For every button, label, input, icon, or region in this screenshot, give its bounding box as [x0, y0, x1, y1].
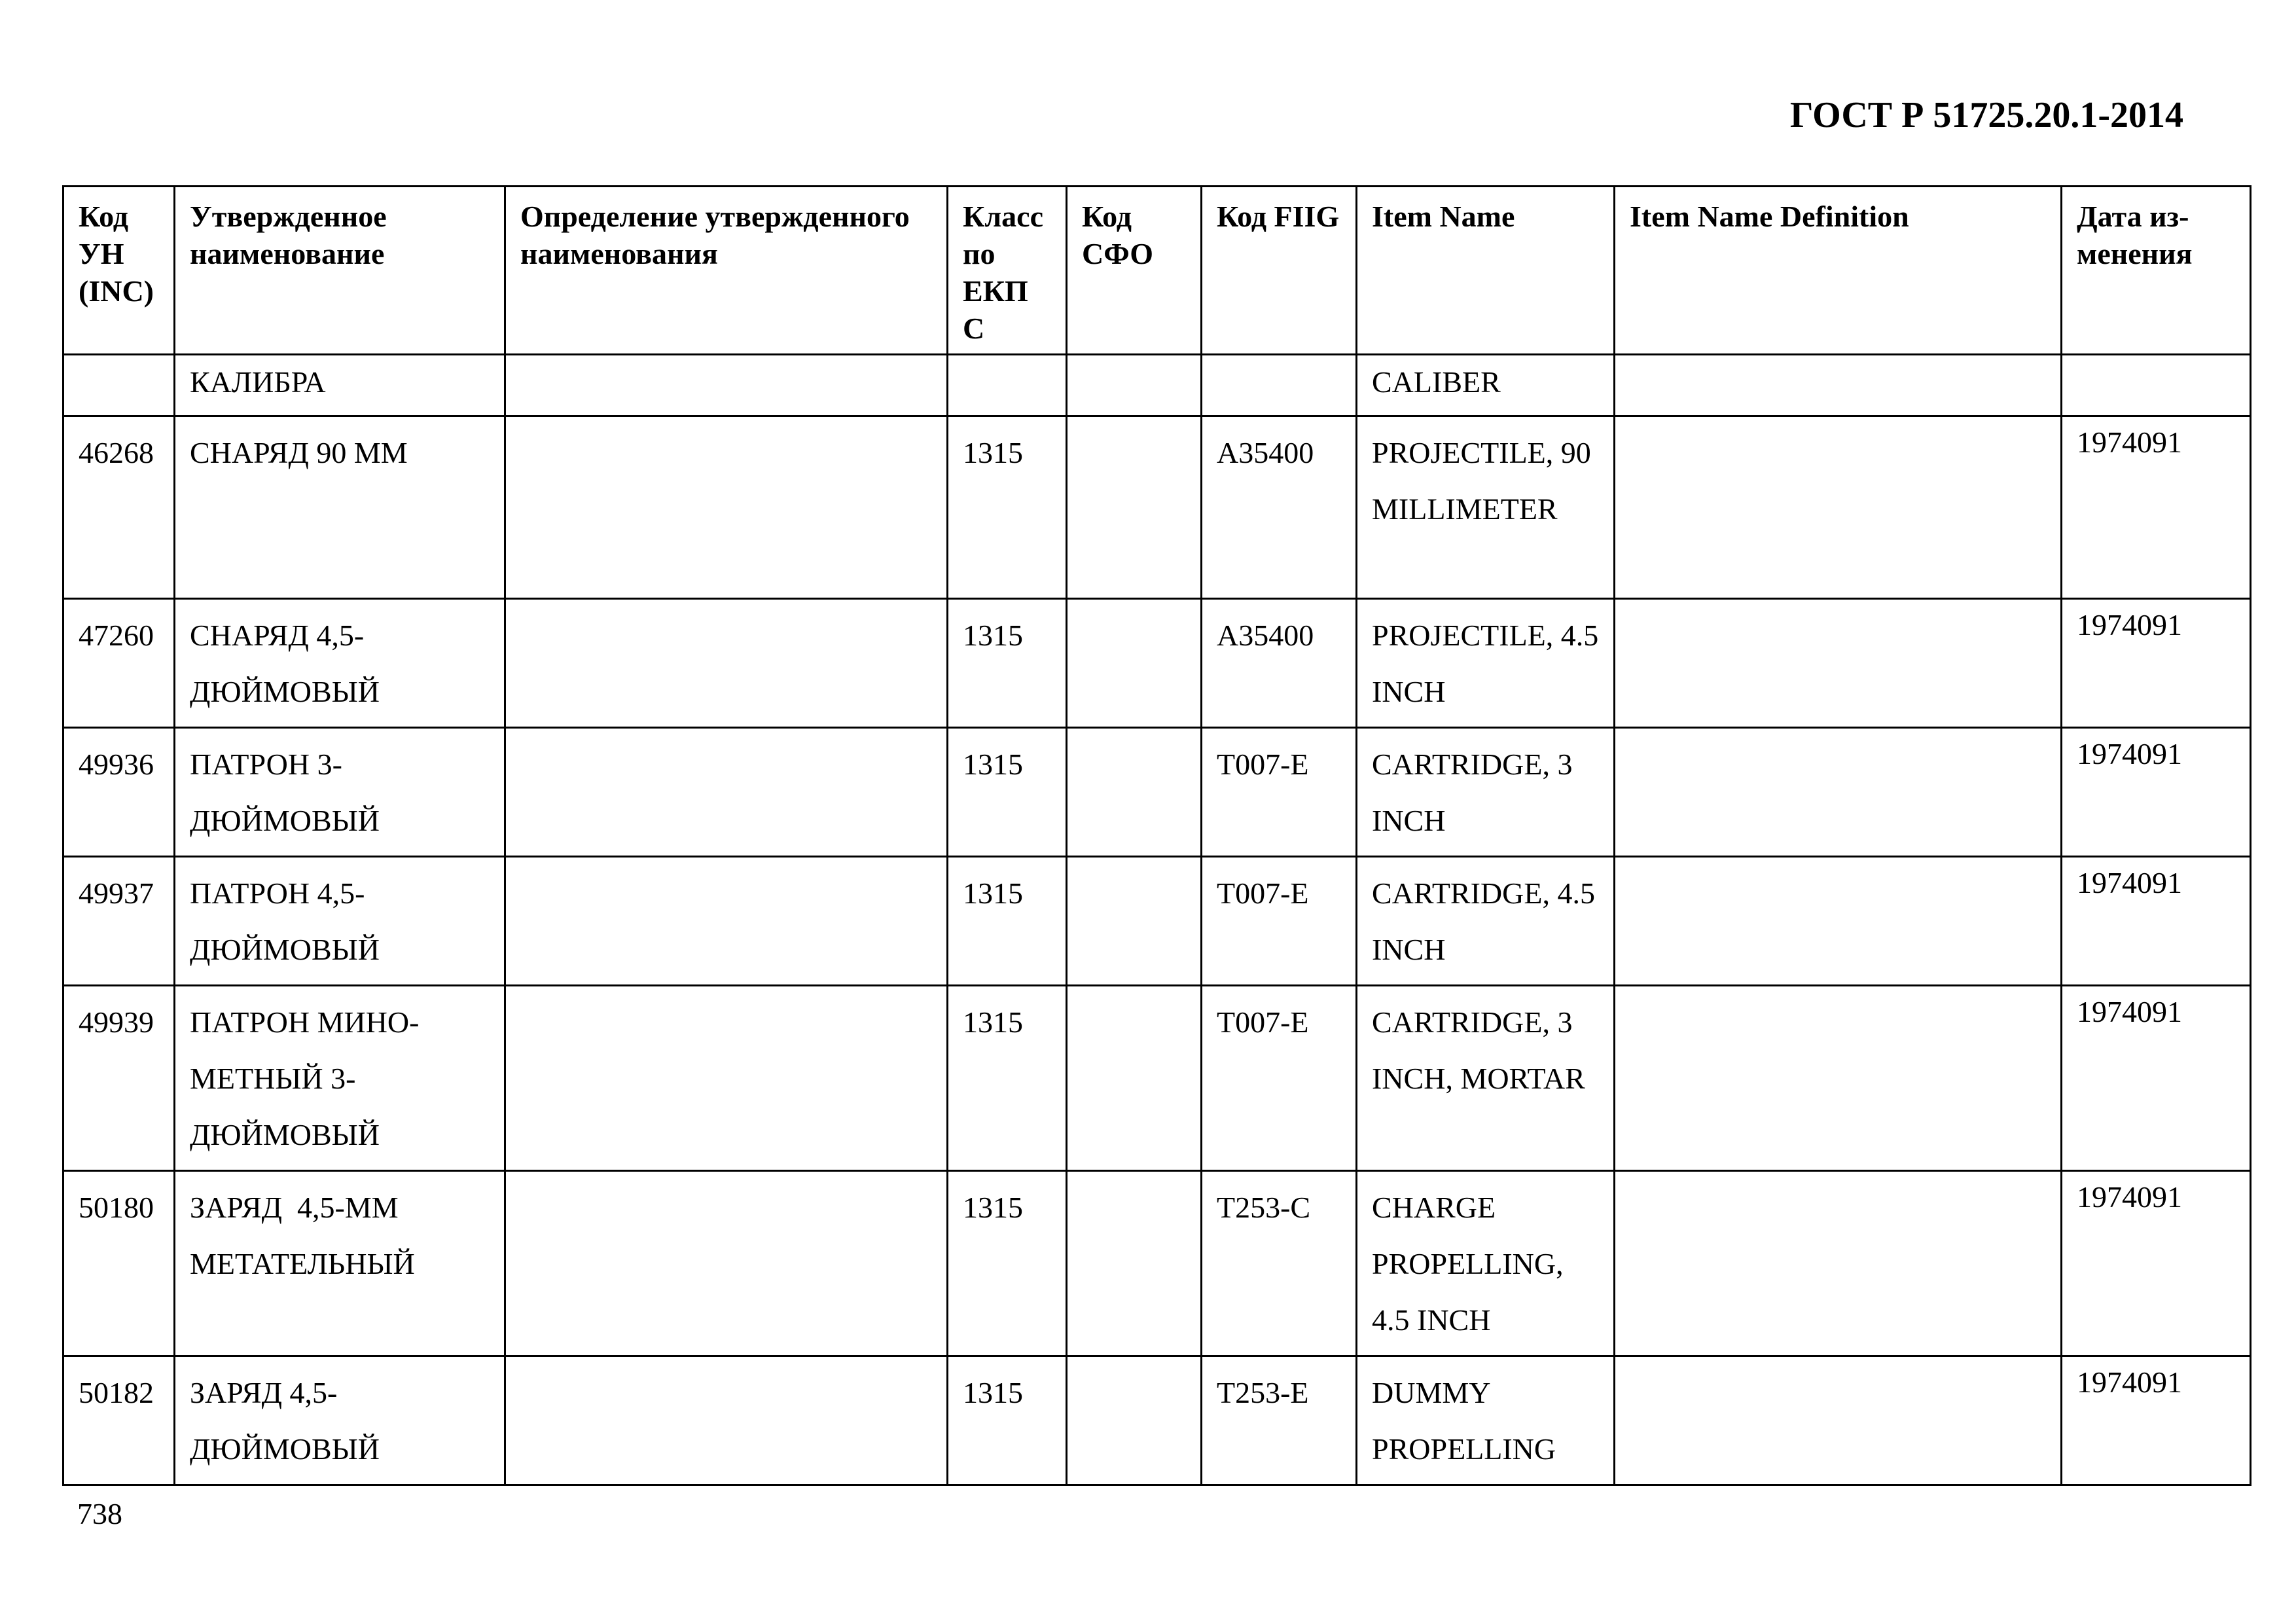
cell-ekps-class: 1315: [948, 1356, 1067, 1485]
cell-item-name-definition: [1615, 728, 2062, 857]
cell-inc: [63, 355, 175, 416]
table-row: [63, 1356, 2251, 1485]
column-header-approved-name: Утвержденное наименование: [175, 187, 505, 355]
table-row: [63, 355, 2251, 416]
table-header-row: [63, 187, 2251, 355]
cell-item-name-definition: [1615, 986, 2062, 1171]
cell-sfo-code: [1067, 728, 1202, 857]
cell-item-name: DUMMY PROPELLING: [1357, 1356, 1615, 1485]
cell-item-name: CARTRIDGE, 3 INCH: [1357, 728, 1615, 857]
cell-approved-name-definition: [505, 728, 948, 857]
column-header-sfo-code: Код СФО: [1067, 187, 1202, 355]
cell-change-date: 1974091: [2062, 599, 2251, 728]
cell-change-date: 1974091: [2062, 1356, 2251, 1485]
cell-item-name: PROJECTILE, 4.5 INCH: [1357, 599, 1615, 728]
cell-inc: 49936: [63, 728, 175, 857]
cell-fiig-code: T007-E: [1202, 728, 1357, 857]
cell-sfo-code: [1067, 857, 1202, 986]
cell-inc: 49937: [63, 857, 175, 986]
cell-fiig-code: [1202, 355, 1357, 416]
cell-approved-name-definition: [505, 416, 948, 599]
cell-change-date: 1974091: [2062, 728, 2251, 857]
column-header-item-name: Item Name: [1357, 187, 1615, 355]
cell-item-name-definition: [1615, 857, 2062, 986]
cell-inc: 50182: [63, 1356, 175, 1485]
catalog-table: [62, 185, 2251, 1486]
cell-change-date: 1974091: [2062, 986, 2251, 1171]
column-header-approved-name-definition: Определение утвержденного наименования: [505, 187, 948, 355]
cell-fiig-code: T253-E: [1202, 1356, 1357, 1485]
cell-item-name-definition: [1615, 416, 2062, 599]
cell-inc: 50180: [63, 1171, 175, 1356]
page-number: 738: [77, 1497, 122, 1530]
cell-ekps-class: 1315: [948, 1171, 1067, 1356]
column-header-inc: Код УН (INC): [63, 187, 175, 355]
table-row: [63, 599, 2251, 728]
cell-fiig-code: A35400: [1202, 599, 1357, 728]
cell-item-name: CARTRIDGE, 4.5 INCH: [1357, 857, 1615, 986]
cell-approved-name-definition: [505, 986, 948, 1171]
cell-item-name-definition: [1615, 355, 2062, 416]
cell-sfo-code: [1067, 1171, 1202, 1356]
cell-fiig-code: T007-E: [1202, 857, 1357, 986]
cell-approved-name: КАЛИБРА: [175, 355, 505, 416]
column-header-change-date: Дата из-менения: [2062, 187, 2251, 355]
cell-approved-name-definition: [505, 599, 948, 728]
table-row: [63, 986, 2251, 1171]
cell-inc: 47260: [63, 599, 175, 728]
cell-ekps-class: 1315: [948, 599, 1067, 728]
cell-item-name-definition: [1615, 599, 2062, 728]
column-header-item-name-definition: Item Name Definition: [1615, 187, 2062, 355]
column-header-fiig-code: Код FIIG: [1202, 187, 1357, 355]
cell-ekps-class: [948, 355, 1067, 416]
cell-approved-name: СНАРЯД 4,5-ДЮЙМОВЫЙ: [175, 599, 505, 728]
cell-ekps-class: 1315: [948, 986, 1067, 1171]
cell-approved-name-definition: [505, 1171, 948, 1356]
cell-change-date: 1974091: [2062, 416, 2251, 599]
cell-approved-name: ЗАРЯД 4,5-ММ МЕТАТЕЛЬНЫЙ: [175, 1171, 505, 1356]
cell-item-name: CARTRIDGE, 3 INCH, MORTAR: [1357, 986, 1615, 1171]
cell-approved-name-definition: [505, 1356, 948, 1485]
cell-sfo-code: [1067, 355, 1202, 416]
cell-approved-name: ПАТРОН МИНО-МЕТНЫЙ 3-ДЮЙМОВЫЙ: [175, 986, 505, 1171]
table-row: [63, 728, 2251, 857]
cell-ekps-class: 1315: [948, 416, 1067, 599]
cell-approved-name: ЗАРЯД 4,5-ДЮЙМОВЫЙ: [175, 1356, 505, 1485]
cell-approved-name-definition: [505, 857, 948, 986]
cell-sfo-code: [1067, 416, 1202, 599]
cell-fiig-code: T253-C: [1202, 1171, 1357, 1356]
table-row: [63, 416, 2251, 599]
cell-sfo-code: [1067, 1356, 1202, 1485]
cell-approved-name: ПАТРОН 4,5-ДЮЙМОВЫЙ: [175, 857, 505, 986]
cell-change-date: [2062, 355, 2251, 416]
cell-change-date: 1974091: [2062, 1171, 2251, 1356]
column-header-ekps-class: Класс по ЕКП С: [948, 187, 1067, 355]
cell-item-name: PROJECTILE, 90 MILLIMETER: [1357, 416, 1615, 599]
cell-fiig-code: T007-E: [1202, 986, 1357, 1171]
cell-item-name-definition: [1615, 1356, 2062, 1485]
cell-fiig-code: A35400: [1202, 416, 1357, 599]
cell-sfo-code: [1067, 599, 1202, 728]
cell-approved-name: ПАТРОН 3-ДЮЙМОВЫЙ: [175, 728, 505, 857]
cell-item-name-definition: [1615, 1171, 2062, 1356]
table-row: [63, 857, 2251, 986]
cell-sfo-code: [1067, 986, 1202, 1171]
cell-item-name: CHARGE PROPELLING, 4.5 INCH: [1357, 1171, 1615, 1356]
cell-inc: 49939: [63, 986, 175, 1171]
cell-approved-name-definition: [505, 355, 948, 416]
cell-item-name: CALIBER: [1357, 355, 1615, 416]
cell-change-date: 1974091: [2062, 857, 2251, 986]
cell-ekps-class: 1315: [948, 728, 1067, 857]
cell-ekps-class: 1315: [948, 857, 1067, 986]
cell-approved-name: СНАРЯД 90 ММ: [175, 416, 505, 599]
table-row: [63, 1171, 2251, 1356]
cell-inc: 46268: [63, 416, 175, 599]
document-standard-code: ГОСТ Р 51725.20.1-2014: [1789, 95, 2183, 135]
